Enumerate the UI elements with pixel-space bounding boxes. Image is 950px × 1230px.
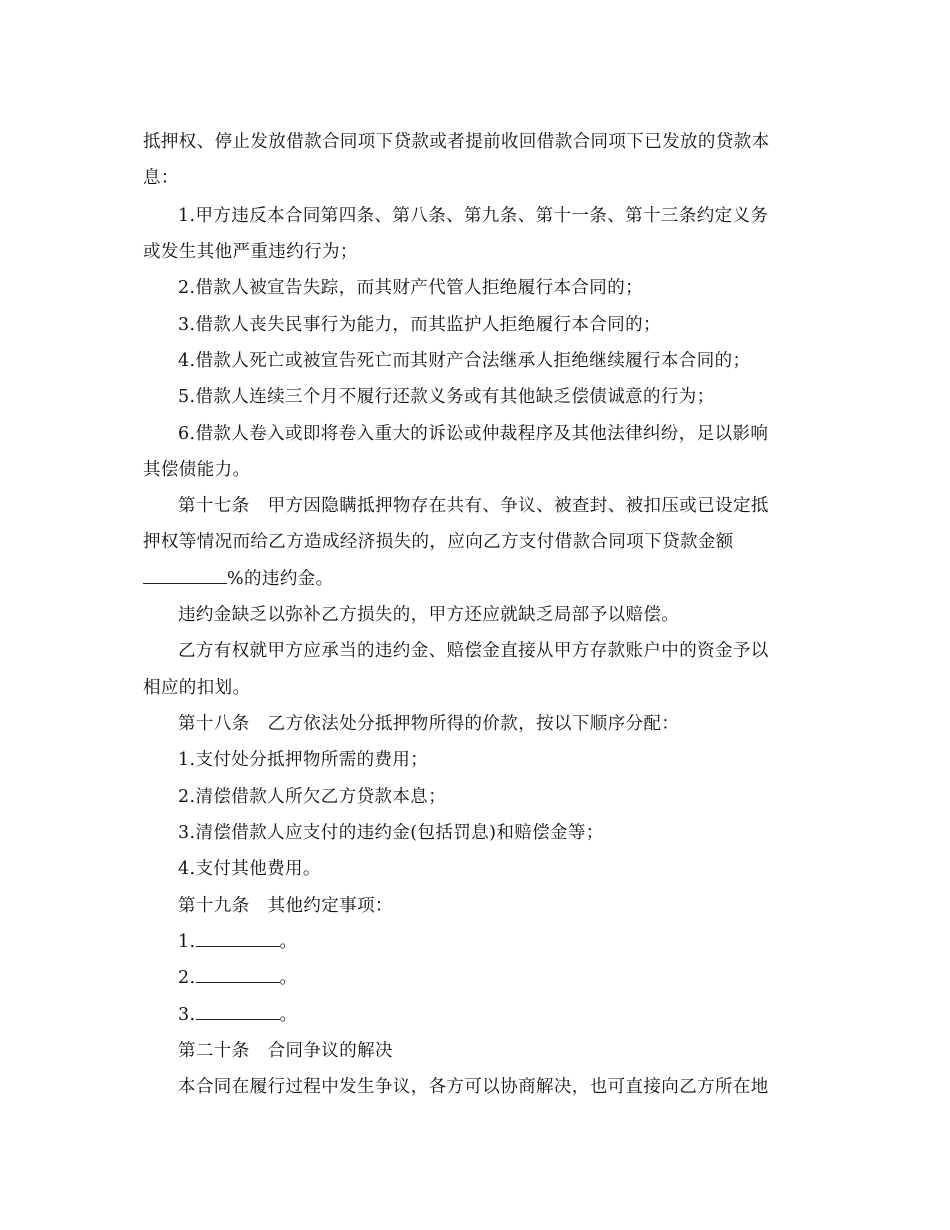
- item-number: 3.: [178, 1005, 196, 1025]
- item-number: 2.: [178, 968, 196, 988]
- fill-in-blank[interactable]: [143, 566, 227, 584]
- text-fragment: 。: [279, 968, 298, 988]
- list-item: 3.清偿借款人应支付的违约金(包括罚息)和赔偿金等；: [178, 823, 604, 843]
- fill-in-blank[interactable]: [196, 929, 280, 947]
- article-17: [178, 488, 838, 524]
- text-line: 其偿债能力。: [143, 460, 251, 480]
- list-item: [178, 924, 838, 960]
- list-item: 5.借款人连续三个月不履行还款义务或有其他缺乏偿债诚意的行为；: [178, 387, 715, 407]
- list-item: 1.支付处分抵押物所需的费用；: [178, 750, 429, 770]
- text-fragment: %的违约金。: [227, 569, 334, 589]
- article-text: 甲方因隐瞒抵押物存在共有、争议、被查封、被扣压或已设定抵: [267, 496, 769, 516]
- article-18: [178, 706, 838, 742]
- text-line: 押权等情况而给乙方造成经济损失的，应向乙方支付借款合同项下贷款金额: [143, 532, 734, 552]
- fill-in-blank[interactable]: [196, 1002, 280, 1020]
- text-line: 或发生其他严重违约行为；: [143, 242, 358, 262]
- text-line: 抵押权、停止发放借款合同项下贷款或者提前收回借款合同项下已发放的贷款本: [143, 132, 770, 152]
- list-item: 4.借款人死亡或被宣告死亡而其财产合法继承人拒绝继续履行本合同的；: [178, 351, 751, 371]
- fill-in-blank[interactable]: [196, 965, 280, 983]
- article-text: 合同争议的解决: [267, 1041, 393, 1061]
- list-item: [178, 997, 838, 1033]
- list-item: [178, 960, 838, 996]
- text-fragment: 。: [279, 1005, 298, 1025]
- text-line: 相应的扣划。: [143, 678, 251, 698]
- item-number: 1.: [178, 932, 196, 952]
- article-19: [178, 888, 838, 924]
- article-20: [178, 1033, 838, 1069]
- list-item: 1.甲方违反本合同第四条、第八条、第九条、第十一条、第十三条约定义务: [178, 206, 769, 226]
- list-item: 2.清偿借款人所欠乙方贷款本息；: [178, 787, 447, 807]
- article-heading: 第二十条: [178, 1041, 250, 1061]
- list-item: 4.支付其他费用。: [178, 859, 321, 879]
- text-line: [143, 561, 803, 597]
- article-heading: 第十八条: [178, 714, 250, 734]
- text-line: 息：: [143, 168, 179, 188]
- text-line: 违约金缺乏以弥补乙方损失的，甲方还应就缺乏局部予以赔偿。: [178, 605, 680, 625]
- text-fragment: 。: [279, 932, 298, 952]
- list-item: 6.借款人卷入或即将卷入重大的诉讼或仲裁程序及其他法律纠纷，足以影响: [178, 424, 769, 444]
- text-line: 本合同在履行过程中发生争议，各方可以协商解决，也可直接向乙方所在地: [178, 1077, 769, 1097]
- article-heading: 第十九条: [178, 896, 250, 916]
- article-text: 乙方依法处分抵押物所得的价款，按以下顺序分配：: [267, 714, 680, 734]
- list-item: 2.借款人被宣告失踪，而其财产代管人拒绝履行本合同的；: [178, 278, 643, 298]
- article-text: 其他约定事项：: [267, 896, 393, 916]
- list-item: 3.借款人丧失民事行为能力，而其监护人拒绝履行本合同的；: [178, 315, 661, 335]
- article-heading: 第十七条: [178, 496, 250, 516]
- text-line: 乙方有权就甲方应承当的违约金、赔偿金直接从甲方存款账户中的资金予以: [178, 641, 769, 661]
